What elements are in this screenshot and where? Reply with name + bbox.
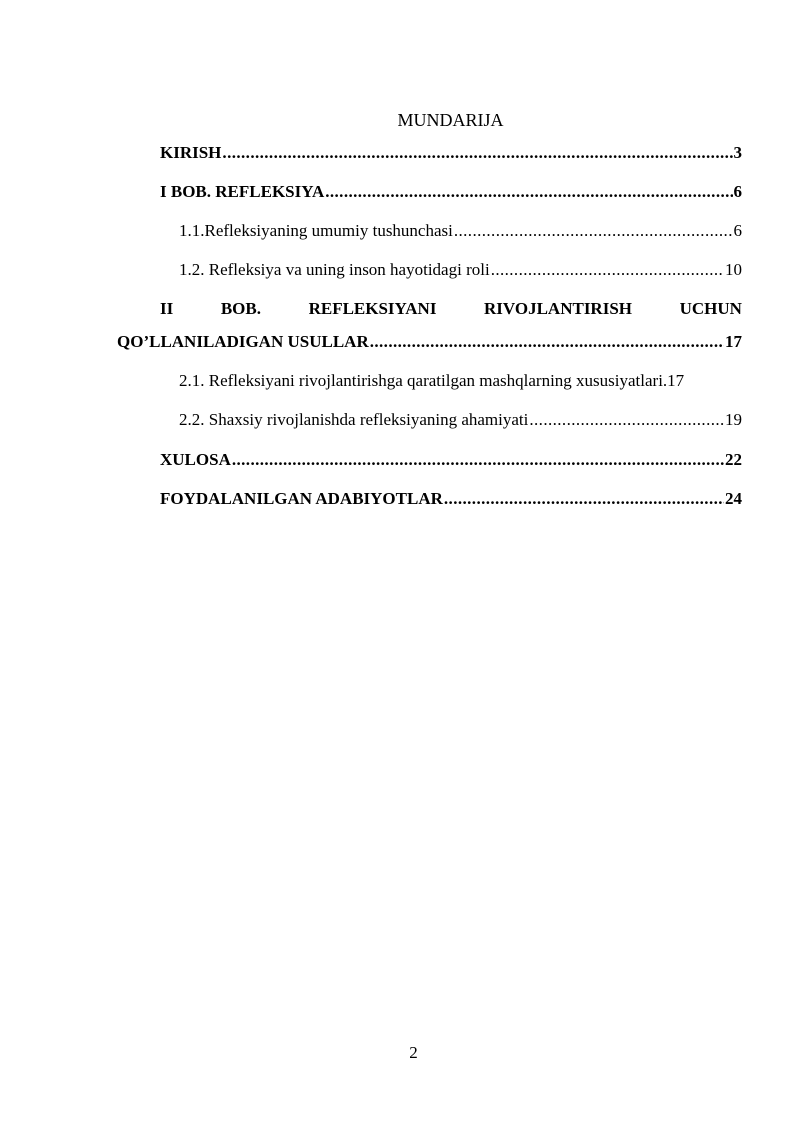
toc-word: II <box>160 299 174 318</box>
toc-entry-label: QO’LLANILADIGAN USULLAR <box>117 332 369 351</box>
toc-entry-page: 22 <box>725 450 742 469</box>
toc-entry-section-1-2[interactable] <box>179 259 742 281</box>
toc-entry-page: 17 <box>725 332 742 351</box>
dot-leader <box>454 220 733 242</box>
toc-entry-kirish[interactable] <box>160 142 742 164</box>
toc-entry-page: 10 <box>725 260 742 279</box>
dot-leader <box>529 409 724 431</box>
dot-leader <box>222 142 732 164</box>
toc-entry-xulosa[interactable] <box>160 449 742 471</box>
toc-entry-label: I BOB. REFLEKSIYA <box>160 182 325 201</box>
toc-word: BOB. <box>220 299 261 318</box>
toc-entry-label: FOYDALANILGAN ADABIYOTLAR <box>160 489 443 508</box>
page-title: MUNDARIJA <box>397 110 504 130</box>
toc-entry-section-2-2[interactable] <box>179 409 742 431</box>
dot-leader <box>444 488 724 510</box>
toc-entry-chapter-1[interactable] <box>160 181 742 203</box>
toc-entry-label: 1.1.Refleksiyaning umumiy tushunchasi <box>179 221 453 240</box>
toc-entry-page: 24 <box>725 489 742 508</box>
toc-entry-page: 19 <box>725 410 742 429</box>
toc-word: RIVOJLANTIRISH <box>484 299 633 318</box>
toc-entry-page: 17 <box>667 371 685 390</box>
toc-word: UCHUN <box>679 299 742 318</box>
dot-leader <box>491 259 724 281</box>
toc-entry-page: 6 <box>733 221 742 240</box>
dot-leader <box>232 449 724 471</box>
toc-entry-label: XULOSA <box>160 450 231 469</box>
toc-entry-label: 2.2. Shaxsiy rivojlanishda refleksiyaning ahamiyati <box>179 410 529 429</box>
toc-entry-chapter-2-line-2[interactable] <box>117 331 742 353</box>
toc-entry-label: 2.1. Refleksiyani rivojlantirishga qaratilgan mashqlarning xususiyatlari. <box>179 371 668 390</box>
toc-entry-section-1-1[interactable] <box>179 220 742 242</box>
toc-entry-page: 6 <box>733 182 742 201</box>
page-number: 2 <box>409 1043 418 1062</box>
toc-entry-page: 3 <box>733 143 742 162</box>
toc-entry-section-2-1[interactable] <box>179 370 742 392</box>
toc-word: REFLEKSIYANI <box>308 299 437 318</box>
toc-entry-label: 1.2. Refleksiya va uning inson hayotidagi roli <box>179 260 490 279</box>
dot-leader <box>370 331 724 353</box>
toc-entry-references[interactable] <box>160 488 742 510</box>
toc-entry-label: KIRISH <box>160 143 222 162</box>
toc-entry-chapter-2-line-1[interactable] <box>160 298 742 320</box>
dot-leader <box>325 181 732 203</box>
